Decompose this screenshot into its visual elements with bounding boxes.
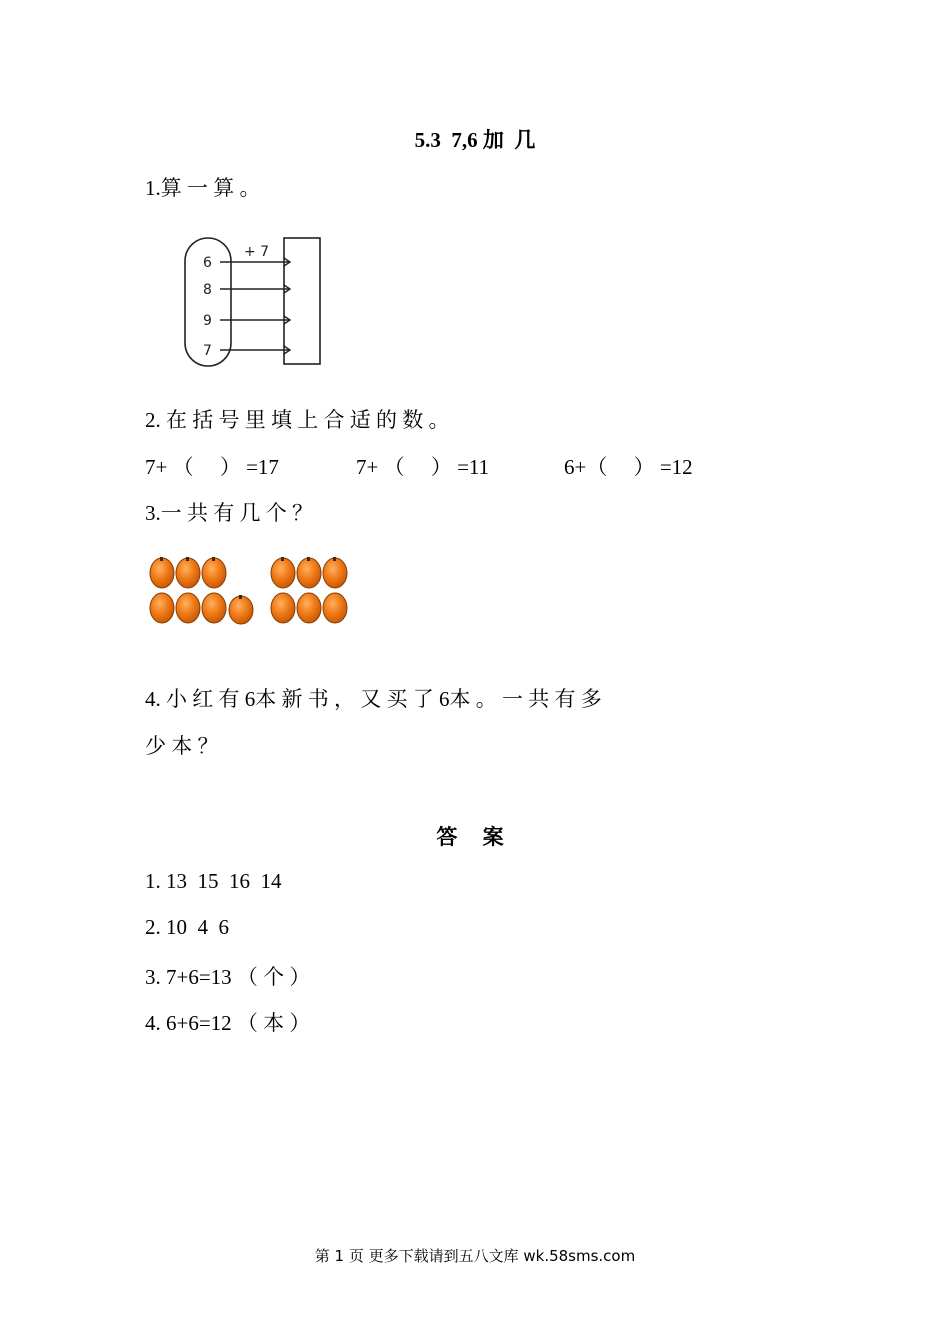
page-title: 5.3 7,6 加 几: [414, 128, 536, 152]
orange-fruit-icon: [202, 558, 226, 588]
orange-fruit-icon: [176, 593, 200, 623]
orange-fruit-icon: [150, 593, 174, 623]
question-4-line-2: 少 本 ？: [145, 734, 219, 758]
question-1-heading: 1.算 一 算 。: [145, 176, 261, 200]
orange-fruit-icon: [176, 558, 200, 588]
answers-heading: 答 案: [436, 825, 514, 849]
question-4-line-1: 4. 小 红 有 6本 新 书 ， 又 买 了 6本 。 一 共 有 多: [145, 687, 602, 711]
output-box: [284, 238, 320, 364]
orange-fruit-icon: [229, 596, 253, 624]
orange-fruit-icon: [297, 593, 321, 623]
orange-fruit-icon: [271, 593, 295, 623]
orange-fruit-icon: [323, 593, 347, 623]
orange-fruit-icon: [323, 558, 347, 588]
orange-fruit-icon: [202, 593, 226, 623]
page-footer: 第 1 页 更多下载请到五八文库 wk.58sms.com: [314, 1247, 636, 1265]
answer-1: 1. 13 15 16 14: [145, 869, 282, 893]
input-number: 8: [203, 282, 212, 298]
orange-fruit-icon: [150, 558, 174, 588]
equation-2: 7+ （ ） =11: [356, 455, 490, 479]
answer-3: 3. 7+6=13 （ 个 ）: [145, 965, 311, 989]
addition-machine-diagram: [178, 232, 328, 368]
input-number: 9: [203, 313, 212, 329]
equation-3: 6+（ ） =12: [564, 455, 693, 479]
input-number: 6: [203, 255, 212, 271]
answer-4: 4. 6+6=12 （ 本 ）: [145, 1011, 311, 1035]
equation-1: 7+ （ ） =17: [145, 455, 279, 479]
orange-fruit-icon: [297, 558, 321, 588]
question-3-heading: 3.一 共 有 几 个 ？: [145, 501, 313, 525]
input-number: 7: [203, 343, 212, 359]
oranges-picture: [147, 550, 359, 634]
answer-2: 2. 10 4 6: [145, 915, 229, 939]
operator-label: + 7: [244, 244, 270, 260]
question-2-heading: 2. 在 括 号 里 填 上 合 适 的 数 。: [145, 408, 450, 432]
orange-fruit-icon: [271, 558, 295, 588]
